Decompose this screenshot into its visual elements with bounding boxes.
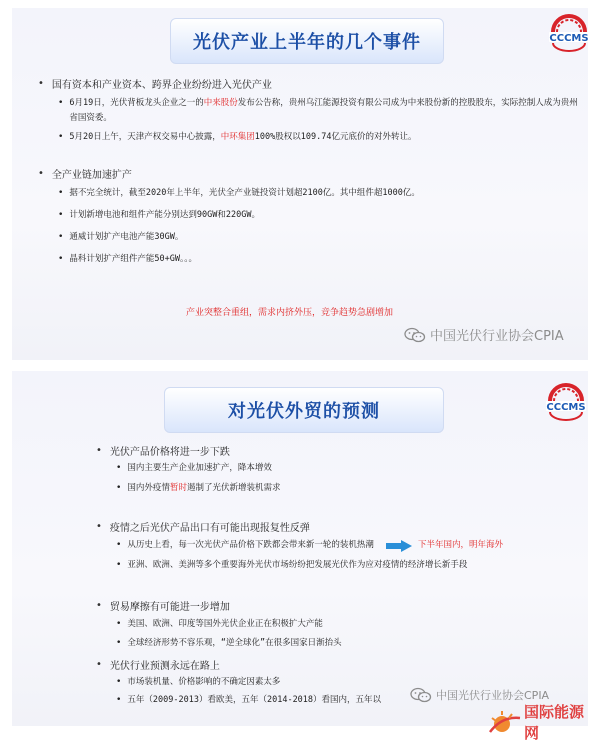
bullet-dot: •: [38, 78, 44, 89]
conclusion-text: 产业突整合重组，需求内挤外压，竞争趋势急剧增加: [186, 308, 394, 318]
section-heading: [96, 657, 220, 672]
cccms-logo: [547, 12, 591, 50]
sun-icon: [488, 710, 522, 734]
list-item: [58, 186, 578, 201]
bullet-dot: •: [116, 677, 122, 687]
section-heading-text: 贸易摩擦有可能进一步增加: [109, 602, 230, 613]
list-item: [58, 96, 578, 126]
text-part: 国内外疫情: [127, 483, 170, 493]
watermark: [404, 325, 564, 344]
bullet-dot: •: [96, 659, 102, 670]
bullet-dot: •: [58, 132, 64, 142]
list-item: [116, 693, 381, 708]
bullet-dot: •: [96, 521, 102, 532]
list-item-text: 晶科计划扩产组件产能50+GW。。。: [69, 254, 198, 264]
section-heading-text: 全产业链加速扩产: [51, 170, 132, 181]
bullet-dot: •: [116, 695, 122, 705]
bullet-dot: •: [58, 188, 64, 198]
corner-logo-text: 国际能源网: [524, 703, 585, 742]
bullet-dot: •: [116, 560, 122, 570]
slide-title: 光伏产业上半年的几个事件: [193, 32, 421, 53]
wechat-icon: [404, 327, 426, 343]
cccms-logo: [544, 381, 588, 419]
bullet-dot: •: [116, 638, 122, 648]
list-item: [116, 461, 272, 476]
bullet-dot: •: [116, 483, 122, 493]
list-item: [116, 558, 467, 573]
list-item-text: 全球经济形势不容乐观，“逆全球化”在很多国家日渐抬头: [127, 638, 342, 648]
slide-title-banner: [164, 387, 444, 433]
highlight-text: 中环集团: [220, 132, 255, 142]
wechat-icon: [410, 687, 432, 703]
bullet-dot: •: [116, 463, 122, 473]
section-heading: [96, 598, 230, 613]
slide-title: 对光伏外贸的预测: [228, 401, 380, 422]
list-item: [116, 481, 280, 496]
list-item-text: 从历史上看，每一次光伏产品价格下跌都会带来新一轮的装机热潮: [127, 540, 374, 550]
section-heading: [38, 166, 132, 181]
text-part: 遏制了光伏新增装机需求: [186, 483, 281, 493]
section-heading-text: 国有资本和产业资本、跨界企业纷纷进入光伏产业: [51, 80, 272, 91]
right-arrow-icon: [386, 540, 412, 552]
list-item-text: 五年（2009-2013）看欧美，五年（2014-2018）看国内，五年以: [127, 695, 382, 705]
logo-text: CCCMS: [546, 402, 586, 413]
section-heading: [96, 443, 230, 458]
list-item: [58, 130, 578, 145]
slide-title-banner: [170, 18, 444, 64]
slide-1: [12, 8, 588, 360]
bullet-dot: •: [58, 254, 64, 264]
list-item-text: 美国、欧洲、印度等国外光伏企业正在积极扩大产能: [127, 619, 323, 629]
slide-2: [12, 371, 588, 742]
list-item-text: 亚洲、欧洲、美洲等多个重要海外光伏市场纷纷把发展光伏作为应对疫情的经济增长新手段: [127, 560, 468, 570]
section-heading: [38, 76, 272, 91]
list-item: [116, 617, 323, 632]
list-item-text: 计划新增电池和组件产能分别达到90GW和220GW。: [69, 210, 260, 220]
list-item: [116, 636, 342, 651]
list-item: [58, 208, 578, 223]
bullet-dot: •: [58, 232, 64, 242]
bullet-dot: •: [38, 168, 44, 179]
list-item: [116, 675, 280, 690]
watermark-text: 中国光伏行业协会CPIA: [436, 689, 550, 702]
section-heading-text: 疫情之后光伏产品出口有可能出现报复性反弹: [109, 523, 310, 534]
list-item-text: [127, 481, 280, 496]
bullet-dot: •: [58, 210, 64, 220]
list-item-text: 市场装机量、价格影响的不确定因素太多: [127, 677, 281, 687]
trend-callout-text: 下半年国内，明年海外: [417, 540, 503, 550]
section-heading-text: 光伏产品价格将进一步下跌: [109, 447, 230, 458]
bullet-dot: •: [96, 600, 102, 611]
text-part: 100%股权以109.74亿元底价的对外转让。: [254, 132, 417, 142]
list-item-text: 据不完全统计，截至2020年上半年，光伏全产业链投资计划超2100亿。其中组件超1000亿。: [69, 188, 420, 198]
section-heading: [96, 519, 310, 534]
bullet-dot: •: [58, 98, 64, 108]
logo-text: CCCMS: [549, 33, 589, 44]
text-part: 6月19日，光伏背板龙头企业之一的: [69, 98, 204, 108]
watermark-text: 中国光伏行业协会CPIA: [430, 329, 564, 344]
list-item: [58, 230, 578, 245]
bullet-dot: •: [116, 540, 122, 550]
bullet-dot: •: [116, 619, 122, 629]
list-item-text: 国内主要生产企业加速扩产，降本增效: [127, 463, 272, 473]
trend-callout: [386, 538, 503, 553]
text-part: 5月20日上午，天津产权交易中心披露，: [69, 132, 221, 142]
section-heading-text: 光伏行业预测永远在路上: [109, 661, 220, 672]
list-item: [58, 252, 578, 267]
bullet-dot: •: [96, 445, 102, 456]
highlight-text: 暂时: [169, 483, 187, 493]
list-item-text: [69, 130, 416, 145]
text-part: 发布公告称，贵州乌江能源投资有限公司成为中来股份新的控股股东，实际控制人成为贵州省国资委。: [69, 98, 578, 123]
list-item-text: 通威计划扩产电池产能30GW。: [69, 232, 184, 242]
list-item: [116, 538, 503, 553]
highlight-text: 中来股份: [203, 98, 238, 108]
corner-logo: [488, 701, 588, 743]
list-item-text: [69, 96, 578, 126]
